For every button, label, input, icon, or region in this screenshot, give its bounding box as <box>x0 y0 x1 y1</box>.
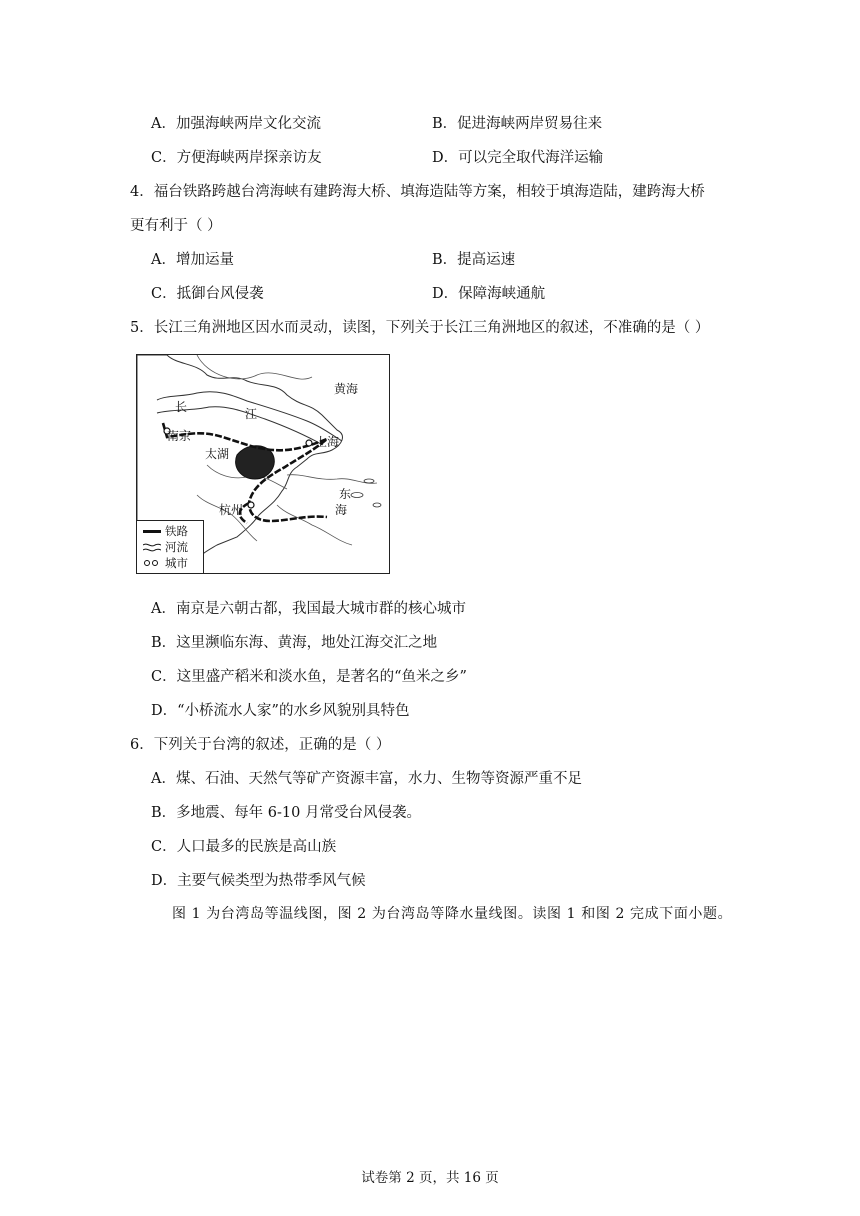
q4-option-d: D．保障海峡通航 <box>432 286 546 302</box>
legend-river <box>143 540 188 554</box>
q4-option-c: C．抵御台风侵袭 <box>151 286 264 302</box>
q4-stem-line1: 4．福台铁路跨越台湾海峡有建跨海大桥、填海造陆等方案，相较于填海造陆，建跨海大桥 <box>130 184 705 200</box>
legend-city-label: 城市 <box>165 556 188 570</box>
q6-stem: 6．下列关于台湾的叙述，正确的是（ ） <box>130 737 391 753</box>
q5-stem: 5．长江三角洲地区因水而灵动，读图，下列关于长江三角洲地区的叙述，不准确的是（ ） <box>130 320 710 336</box>
q3-option-b: B．促进海峡两岸贸易往来 <box>432 116 603 132</box>
q4-stem-line2: 更有利于（ ） <box>130 218 222 234</box>
river-symbol-icon <box>143 541 161 553</box>
railway-symbol-icon <box>143 525 161 537</box>
legend-railway-label: 铁路 <box>165 524 188 538</box>
q6-option-a: A．煤、石油、天然气等矿产资源丰富，水力、生物等资源严重不足 <box>151 771 582 787</box>
legend-city <box>143 556 188 570</box>
page-footer: 试卷第 2 页，共 16 页 <box>361 1170 499 1186</box>
next-questions-intro: 图 1 为台湾岛等温线图，图 2 为台湾岛等降水量线图。读图 1 和图 2 完成下面小题。 <box>172 906 733 922</box>
q5-option-d: D．“小桥流水人家”的水乡风貌别具特色 <box>151 703 410 719</box>
q3-option-d: D．可以完全取代海洋运输 <box>432 150 604 166</box>
q5-option-a: A．南京是六朝古都，我国最大城市群的核心城市 <box>151 601 466 617</box>
map-label-shanghai: 上海 <box>315 435 340 449</box>
map-label-hangzhou: 杭州 <box>219 503 244 517</box>
map-legend <box>137 520 204 573</box>
yangtze-delta-map <box>136 354 390 574</box>
map-label-nanjing: 南京 <box>167 429 192 443</box>
map-label-taihu: 太湖 <box>205 447 230 461</box>
q6-option-c: C．人口最多的民族是高山族 <box>151 839 337 855</box>
city-symbol-icon <box>143 557 161 569</box>
q6-option-d: D．主要气候类型为热带季风气候 <box>151 873 366 889</box>
q5-option-c: C．这里盛产稻米和淡水鱼，是著名的“鱼米之乡” <box>151 669 467 685</box>
q6-option-b: B．多地震、每年 6-10 月常受台风侵袭。 <box>151 805 421 821</box>
q3-option-a: A．加强海峡两岸文化交流 <box>151 116 321 132</box>
q5-option-b: B．这里濒临东海、黄海，地处江海交汇之地 <box>151 635 438 651</box>
q3-option-c: C．方便海峡两岸探亲访友 <box>151 150 322 166</box>
legend-river-label: 河流 <box>165 540 188 554</box>
map-label-chang: 长 <box>175 400 188 414</box>
map-label-dong: 东 <box>339 487 352 501</box>
map-label-hai: 海 <box>335 503 348 517</box>
legend-railway <box>143 524 188 538</box>
map-label-jiang: 江 <box>245 407 258 421</box>
map-label-huanghai: 黄海 <box>334 382 359 396</box>
q4-option-a: A．增加运量 <box>151 252 234 268</box>
q4-option-b: B．提高运速 <box>432 252 516 268</box>
